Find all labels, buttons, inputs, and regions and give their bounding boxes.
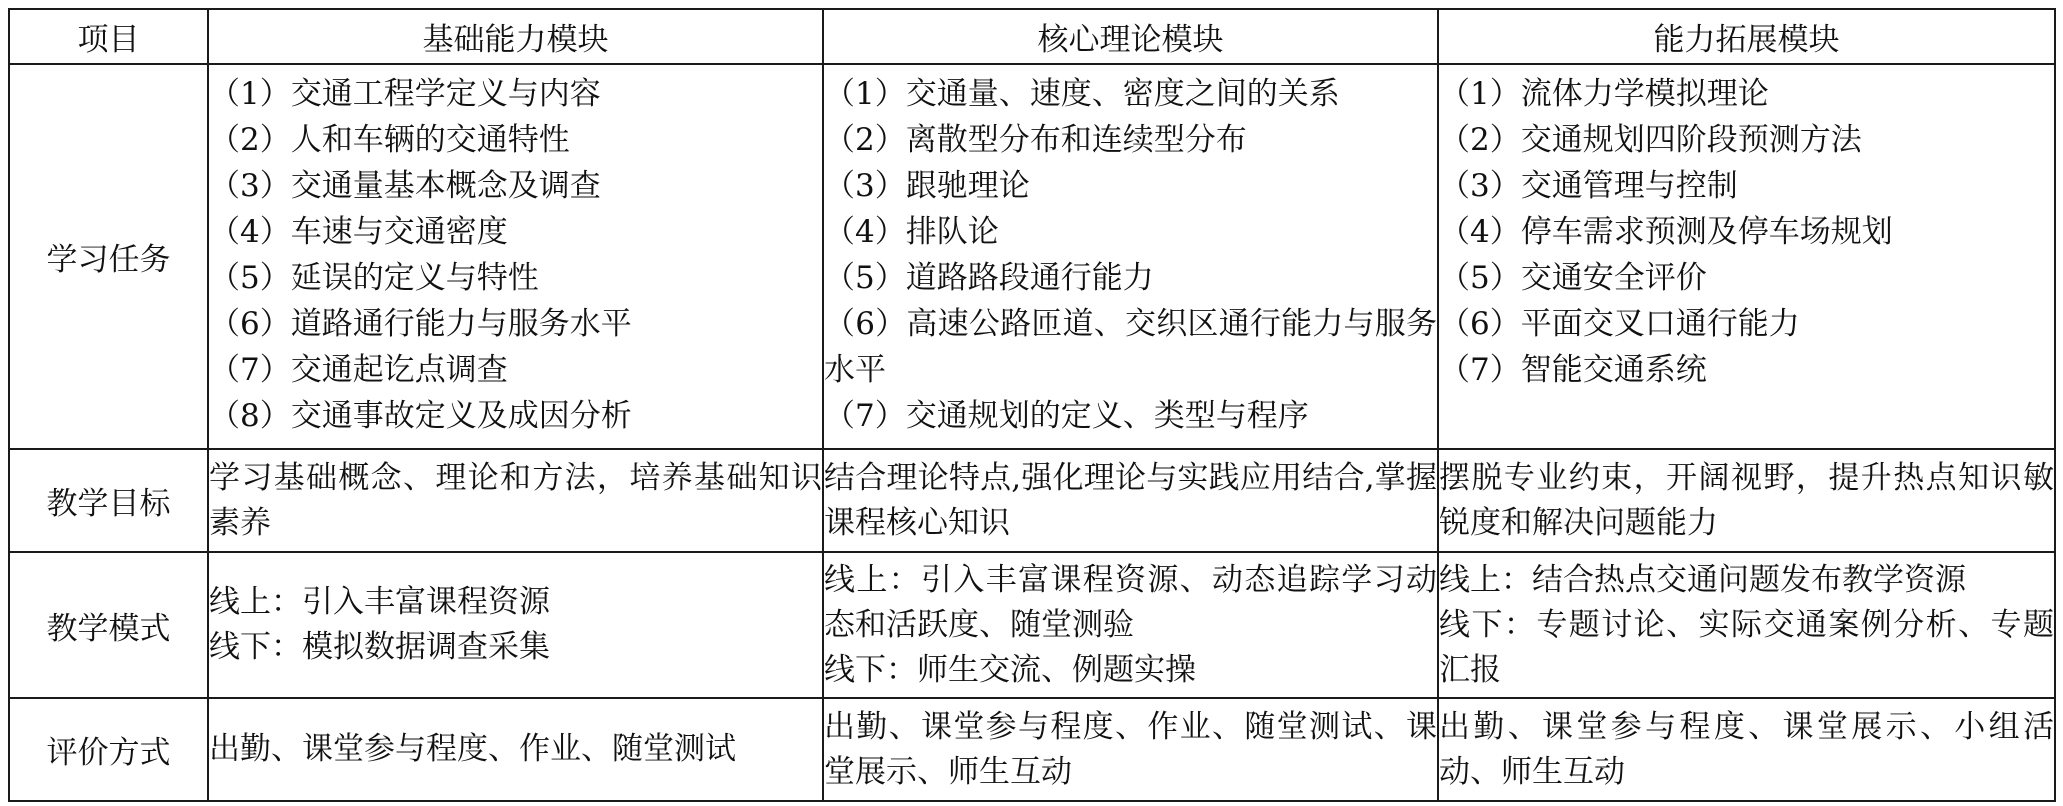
table-row-teaching-goal — [9, 449, 2055, 552]
list-item: （3）跟驰理论 — [824, 168, 1030, 204]
tasks-core-cell — [823, 64, 1438, 449]
row-label-teaching-mode: 教学模式 — [9, 552, 208, 698]
goal-basic-cell: 学习基础概念、理论和方法，培养基础知识素养 — [208, 449, 823, 552]
list-item: （5）交通安全评价 — [1439, 260, 1707, 296]
mode-offline-text: 线下：模拟数据调查采集 — [209, 629, 550, 665]
list-item: （2）离散型分布和连续型分布 — [824, 122, 1247, 158]
list-item: （4）停车需求预测及停车场规划 — [1439, 214, 1893, 250]
list-item: （6）道路通行能力与服务水平 — [209, 306, 632, 342]
header-core-module: 核心理论模块 — [823, 9, 1438, 64]
eval-extension-cell: 出勤、课堂参与程度、课堂展示、小组活动、师生互动 — [1438, 698, 2055, 801]
list-item: （1）交通量、速度、密度之间的关系 — [824, 76, 1340, 112]
mode-offline-text: 线下：专题讨论、实际交通案例分析、专题汇报 — [1439, 606, 2054, 688]
header-item: 项目 — [9, 9, 208, 64]
row-label-learning-tasks: 学习任务 — [9, 64, 208, 449]
row-label-evaluation: 评价方式 — [9, 698, 208, 801]
list-item: （1）流体力学模拟理论 — [1439, 76, 1769, 112]
list-item: （5）延误的定义与特性 — [209, 260, 539, 296]
mode-extension-cell — [1438, 552, 2055, 698]
list-item: （2）人和车辆的交通特性 — [209, 122, 570, 158]
table-row-evaluation — [9, 698, 2055, 801]
mode-online-text: 线上：引入丰富课程资源 — [209, 584, 550, 620]
tasks-basic-cell — [208, 64, 823, 449]
mode-online-text: 线上：引入丰富课程资源、动态追踪学习动态和活跃度、随堂测验 — [824, 561, 1437, 643]
list-item: （4）车速与交通密度 — [209, 214, 508, 250]
header-extension-module: 能力拓展模块 — [1438, 9, 2055, 64]
eval-core-cell: 出勤、课堂参与程度、作业、随堂测试、课堂展示、师生互动 — [823, 698, 1438, 801]
list-item: （6）高速公路匝道、交织区通行能力与服务水平 — [824, 306, 1437, 388]
list-item: （5）道路路段通行能力 — [824, 260, 1154, 296]
list-item: （7）智能交通系统 — [1439, 352, 1707, 388]
list-item: （4）排队论 — [824, 214, 999, 250]
list-item: （7）交通规划的定义、类型与程序 — [824, 398, 1309, 434]
mode-basic-cell — [208, 552, 823, 698]
table-row-learning-tasks — [9, 64, 2055, 449]
list-item: （6）平面交叉口通行能力 — [1439, 306, 1800, 342]
goal-extension-cell: 摆脱专业约束，开阔视野，提升热点知识敏锐度和解决问题能力 — [1438, 449, 2055, 552]
list-item: （3）交通管理与控制 — [1439, 168, 1738, 204]
mode-online-text: 线上：结合热点交通问题发布教学资源 — [1439, 561, 1966, 598]
row-label-teaching-goal: 教学目标 — [9, 449, 208, 552]
table-header-row — [9, 9, 2055, 64]
list-item: （2）交通规划四阶段预测方法 — [1439, 122, 1862, 158]
tasks-extension-cell — [1438, 64, 2055, 449]
header-basic-module: 基础能力模块 — [208, 9, 823, 64]
list-item: （1）交通工程学定义与内容 — [209, 76, 601, 112]
list-item: （8）交通事故定义及成因分析 — [209, 398, 632, 434]
mode-core-cell — [823, 552, 1438, 698]
table-row-teaching-mode — [9, 552, 2055, 698]
eval-basic-cell: 出勤、课堂参与程度、作业、随堂测试 — [208, 698, 823, 801]
list-item: （7）交通起讫点调查 — [209, 352, 508, 388]
mode-offline-text: 线下：师生交流、例题实操 — [824, 651, 1196, 688]
goal-core-cell: 结合理论特点,强化理论与实践应用结合,掌握课程核心知识 — [823, 449, 1438, 552]
list-item: （3）交通量基本概念及调查 — [209, 168, 601, 204]
course-module-table — [8, 8, 2056, 802]
